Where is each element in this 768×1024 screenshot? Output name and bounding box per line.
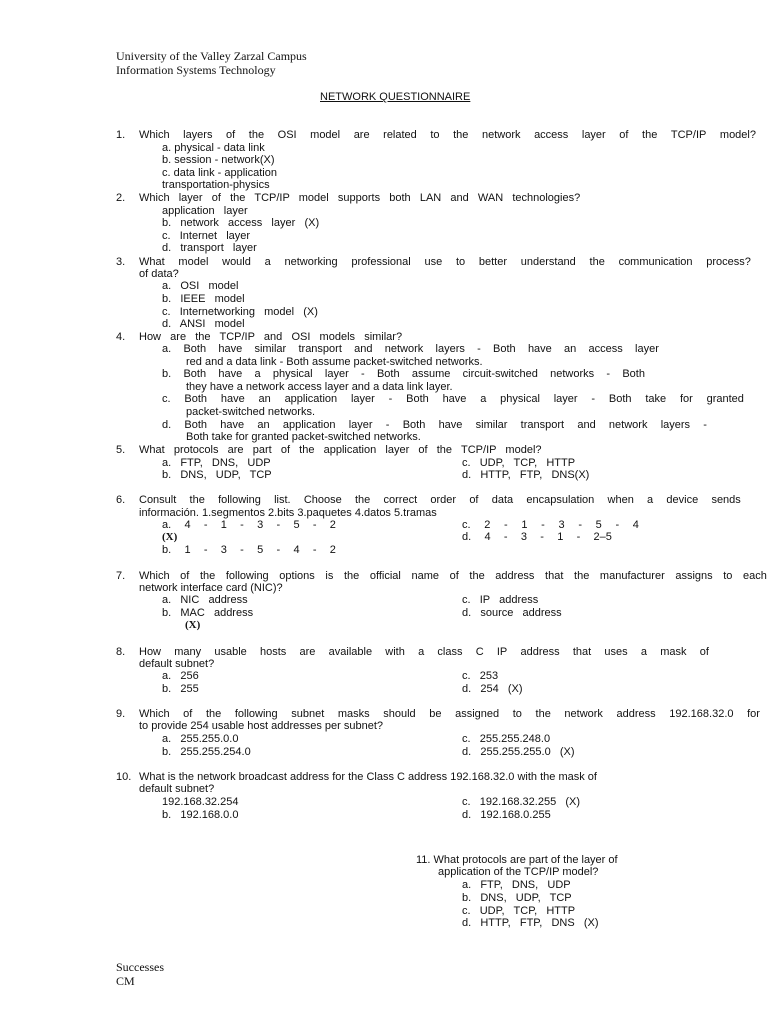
q6-option-b: [162, 544, 336, 557]
word: layers: [435, 343, 465, 355]
question-6-text: [139, 494, 741, 507]
word: 2: [329, 519, 336, 531]
word: process?: [706, 256, 751, 268]
word: layers: [183, 129, 213, 141]
word: 2: [484, 519, 491, 531]
q7-option-b-mark: (X): [185, 619, 201, 631]
word: Consult: [139, 494, 177, 506]
q3-option-b: b. IEEE model: [162, 293, 245, 305]
word: layers: [660, 419, 691, 431]
word: c.: [462, 519, 471, 531]
word: Both: [406, 393, 429, 405]
word: have: [218, 368, 243, 380]
word: network: [564, 708, 603, 720]
q1-option-b: b. session - network(X): [162, 154, 275, 166]
word: layer: [324, 368, 349, 380]
word: d.: [162, 419, 172, 431]
word: Both: [184, 419, 208, 431]
word: transport: [520, 419, 565, 431]
word: 1: [220, 519, 227, 531]
word: the: [535, 708, 551, 720]
word: a: [480, 393, 487, 405]
word: 4: [632, 519, 639, 531]
word: uses: [604, 646, 628, 658]
word: the: [343, 570, 360, 582]
q8-option-c: c. 253: [462, 670, 499, 682]
word: 4: [293, 544, 300, 556]
question-5-text: What protocols are part of the application layer of the TCP/IP model?: [139, 444, 542, 456]
word: 3: [220, 544, 227, 556]
word: 4: [184, 519, 191, 531]
word: transport: [298, 343, 342, 355]
word: Which: [139, 708, 170, 720]
word: C: [475, 646, 484, 658]
word: IP: [496, 646, 508, 658]
q9-text-cont: to provide 254 usable host addresses per subnet?: [139, 720, 383, 732]
q5-option-a: a. FTP, DNS, UDP: [162, 457, 271, 469]
word: 2: [329, 544, 336, 556]
q10-option-c: c. 192.168.32.255 (X): [462, 796, 581, 808]
word: have: [218, 343, 243, 355]
word: data: [491, 494, 514, 506]
word: to: [455, 256, 466, 268]
word: the: [248, 129, 265, 141]
word: a: [418, 646, 425, 658]
question-1-text: [139, 129, 756, 142]
word: assume: [411, 368, 451, 380]
word: -: [361, 368, 365, 380]
word: Both: [184, 393, 208, 405]
q6-option-a-mark: (X): [162, 531, 178, 543]
word: -: [312, 519, 317, 531]
word: to: [512, 708, 522, 720]
word: the: [469, 570, 485, 582]
word: sends: [711, 494, 741, 506]
word: model: [310, 129, 341, 141]
word: -: [541, 519, 545, 531]
word: to: [723, 570, 733, 582]
word: -: [203, 544, 208, 556]
word: b.: [162, 368, 172, 380]
word: address: [520, 646, 560, 658]
q7-option-c: c. IP address: [462, 594, 539, 606]
q1-option-c-cont: transportation-physics: [162, 179, 270, 191]
question-number: 2.: [116, 192, 126, 204]
question-10-text: What is the network broadcast address for the Class C address 192.168.32.0 with the mask of: [139, 771, 597, 783]
q6-text-cont: información. 1.segmentos 2.bits 3.paquetes 4.datos 5.tramas: [139, 507, 437, 519]
word: be: [429, 708, 442, 720]
word: -: [578, 519, 582, 531]
word: 1: [557, 531, 564, 543]
question-number: 3.: [116, 256, 126, 268]
word: Which: [139, 570, 170, 582]
question-11-text: 11. What protocols are part of the layer of: [416, 854, 618, 866]
word: b.: [162, 544, 172, 556]
word: layer: [348, 419, 373, 431]
question-number: 7.: [116, 570, 126, 582]
q4-option-a-cont: red and a data link - Both assume packet-switched networks.: [186, 356, 483, 368]
q6-option-d: [462, 531, 612, 544]
q3-option-a: a. OSI model: [162, 280, 239, 292]
q9-option-c: c. 255.255.248.0: [462, 733, 551, 745]
word: professional: [351, 256, 411, 268]
word: encapsulation: [526, 494, 595, 506]
word: the: [199, 570, 216, 582]
word: a: [640, 646, 648, 658]
word: -: [312, 544, 317, 556]
word: are: [299, 646, 316, 658]
word: Both: [376, 368, 400, 380]
word: and: [577, 419, 596, 431]
question-2-text: Which layer of the TCP/IP model supports both LAN and WAN technologies?: [139, 192, 581, 204]
word: TCP/IP: [670, 129, 707, 141]
q10-text-cont: default subnet?: [139, 783, 215, 795]
word: access: [588, 343, 623, 355]
q1-option-a: a. physical - data link: [162, 142, 265, 154]
word: official: [369, 570, 401, 582]
word: similar: [254, 343, 287, 355]
word: -: [276, 519, 281, 531]
q7-option-d: d. source address: [462, 607, 562, 619]
word: -: [591, 393, 596, 405]
word: available: [328, 646, 373, 658]
word: -: [477, 343, 481, 355]
word: hosts: [260, 646, 287, 658]
q5-option-c: c. UDP, TCP, HTTP: [462, 457, 576, 469]
word: 4: [484, 531, 491, 543]
word: model?: [719, 129, 756, 141]
word: -: [703, 419, 707, 431]
q9-option-a: a. 255.255.0.0: [162, 733, 239, 745]
word: should: [383, 708, 416, 720]
word: an: [258, 393, 271, 405]
q8-option-d: d. 254 (X): [462, 683, 523, 695]
word: physical: [500, 393, 540, 405]
word: Both: [493, 343, 516, 355]
q4-option-d-cont: Both take for granted packet-switched networks.: [186, 431, 421, 443]
word: an: [257, 419, 270, 431]
q3-text-cont: of data?: [139, 268, 179, 280]
word: similar: [475, 419, 508, 431]
word: Which: [139, 129, 170, 141]
q3-option-d: d. ANSI model: [162, 318, 245, 330]
q9-option-d: d. 255.255.255.0 (X): [462, 746, 575, 758]
word: following: [234, 708, 278, 720]
word: the: [355, 494, 371, 506]
word: for: [747, 708, 760, 720]
word: related: [383, 129, 417, 141]
question-number: 4.: [116, 331, 126, 343]
word: circuit-switched: [462, 368, 538, 380]
q4-option-b-cont: they have a network access layer and a data link layer.: [186, 381, 453, 393]
word: are: [353, 129, 370, 141]
word: address: [495, 570, 535, 582]
word: masks: [337, 708, 370, 720]
word: take: [645, 393, 667, 405]
word: 192.168.32.0: [669, 708, 734, 720]
q11-option-c: c. UDP, TCP, HTTP: [462, 905, 576, 917]
q7-option-a: a. NIC address: [162, 594, 248, 606]
word: -: [388, 393, 393, 405]
q8-option-b: b. 255: [162, 683, 199, 695]
word: model: [178, 256, 209, 268]
word: order: [430, 494, 457, 506]
word: for: [679, 393, 693, 405]
word: -: [504, 519, 508, 531]
question-number: 10.: [116, 771, 132, 783]
q4-option-b: [162, 368, 645, 381]
word: -: [576, 531, 581, 543]
word: of: [183, 708, 193, 720]
question-number: 5.: [116, 444, 126, 456]
word: 5: [257, 544, 264, 556]
word: manufacturer: [599, 570, 665, 582]
word: mask: [660, 646, 687, 658]
word: of: [226, 129, 236, 141]
q10-option-d: d. 192.168.0.255: [462, 809, 551, 821]
word: Both: [183, 343, 207, 355]
word: 3: [520, 531, 527, 543]
institution-name: University of the Valley Zarzal Campus: [116, 49, 307, 63]
word: -: [240, 544, 244, 556]
q3-option-c: c. Internetworking model (X): [162, 306, 318, 318]
word: 1: [521, 519, 528, 531]
word: have: [442, 393, 467, 405]
word: network: [384, 343, 424, 355]
word: assigned: [455, 708, 500, 720]
word: subnet: [291, 708, 325, 720]
word: is: [325, 570, 334, 582]
department-name: Information Systems Technology: [116, 63, 276, 77]
word: the: [189, 494, 205, 506]
word: Both: [622, 368, 645, 380]
word: each: [743, 570, 767, 582]
word: Both: [608, 393, 632, 405]
word: network: [608, 419, 648, 431]
word: -: [606, 368, 611, 380]
word: better: [478, 256, 508, 268]
q7-text-cont: network interface card (NIC)?: [139, 582, 283, 594]
word: 2–5: [593, 531, 612, 543]
word: 3: [257, 519, 264, 531]
word: have: [220, 419, 245, 431]
word: the: [574, 570, 590, 582]
question-number: 6.: [116, 494, 126, 506]
word: a: [264, 256, 271, 268]
q5-option-d: d. HTTP, FTP, DNS(X): [462, 469, 590, 481]
word: many: [174, 646, 202, 658]
word: that: [572, 646, 592, 658]
word: d.: [462, 531, 472, 543]
q6-option-a: [162, 519, 336, 532]
word: OSI: [277, 129, 297, 141]
q8-text-cont: default subnet?: [139, 658, 215, 670]
word: -: [503, 531, 508, 543]
q2-option-b: b. network access layer (X): [162, 217, 320, 229]
word: class: [437, 646, 463, 658]
word: a.: [162, 343, 172, 355]
question-3-text: [139, 256, 751, 269]
word: following: [225, 570, 269, 582]
word: name: [411, 570, 439, 582]
word: have: [527, 343, 552, 355]
word: a: [647, 494, 654, 506]
q10-option-a: 192.168.32.254: [162, 796, 239, 808]
word: options: [279, 570, 315, 582]
word: understand: [520, 256, 576, 268]
word: networks: [550, 368, 595, 380]
word: c.: [162, 393, 171, 405]
word: physical: [272, 368, 313, 380]
word: 1: [184, 544, 191, 556]
word: of: [180, 570, 190, 582]
word: 5: [293, 519, 300, 531]
q11-text-cont: application of the TCP/IP model?: [438, 866, 599, 878]
q9-option-b: b. 255.255.254.0: [162, 746, 251, 758]
word: layer: [350, 393, 375, 405]
word: layer: [635, 343, 659, 355]
q11-option-a: a. FTP, DNS, UDP: [462, 879, 571, 891]
question-number: 9.: [116, 708, 126, 720]
page-title: NETWORK QUESTIONNAIRE: [320, 91, 471, 103]
word: networking: [284, 256, 338, 268]
q4-option-a: [162, 343, 659, 356]
word: device: [666, 494, 699, 506]
q5-option-b: b. DNS, UDP, TCP: [162, 469, 272, 481]
word: an: [564, 343, 577, 355]
q4-option-c-cont: packet-switched networks.: [186, 406, 315, 418]
word: -: [276, 544, 281, 556]
q7-option-b: b. MAC address: [162, 607, 254, 619]
question-4-text: How are the TCP/IP and OSI models similar?: [139, 331, 403, 343]
word: the: [589, 256, 605, 268]
word: following: [218, 494, 261, 506]
word: access: [534, 129, 569, 141]
word: layer: [581, 129, 606, 141]
word: that: [545, 570, 564, 582]
word: the: [453, 129, 469, 141]
word: of: [469, 494, 479, 506]
question-number: 8.: [116, 646, 126, 658]
word: Both: [183, 368, 207, 380]
word: when: [607, 494, 634, 506]
word: How: [139, 646, 162, 658]
word: a: [254, 368, 261, 380]
word: the: [642, 129, 658, 141]
word: of: [449, 570, 459, 582]
word: have: [438, 419, 463, 431]
word: 5: [595, 519, 602, 531]
word: -: [203, 519, 208, 531]
word: application: [282, 419, 336, 431]
word: have: [220, 393, 245, 405]
footer-initials: CM: [116, 974, 135, 988]
footer-label: Successes: [116, 960, 164, 974]
word: application: [284, 393, 338, 405]
q2-option-a: application layer: [162, 205, 248, 217]
word: Choose: [303, 494, 342, 506]
word: communication: [618, 256, 693, 268]
word: granted: [706, 393, 744, 405]
q4-option-c: [162, 393, 744, 406]
word: 3: [558, 519, 565, 531]
word: the: [205, 708, 222, 720]
word: a.: [162, 519, 172, 531]
word: and: [354, 343, 373, 355]
q8-option-a: a. 256: [162, 670, 199, 682]
q2-option-d: d. transport layer: [162, 242, 257, 254]
question-number: 1.: [116, 129, 126, 141]
word: -: [540, 531, 544, 543]
word: would: [222, 256, 251, 268]
word: -: [615, 519, 620, 531]
word: correct: [383, 494, 418, 506]
word: -: [385, 419, 390, 431]
word: assigns: [675, 570, 713, 582]
q1-option-c: c. data link - application: [162, 167, 277, 179]
word: -: [240, 519, 244, 531]
word: address: [616, 708, 656, 720]
word: network: [481, 129, 521, 141]
q2-option-c: c. Internet layer: [162, 230, 251, 242]
word: Both: [402, 419, 426, 431]
word: What: [139, 256, 165, 268]
word: layer: [553, 393, 578, 405]
word: usable: [214, 646, 247, 658]
word: with: [385, 646, 405, 658]
question-8-text: [139, 646, 709, 659]
word: list.: [274, 494, 291, 506]
q11-option-b: b. DNS, UDP, TCP: [462, 892, 572, 904]
word: of: [619, 129, 629, 141]
word: to: [430, 129, 440, 141]
q11-option-d: d. HTTP, FTP, DNS (X): [462, 917, 599, 929]
word: use: [424, 256, 443, 268]
word: of: [699, 646, 709, 658]
q10-option-b: b. 192.168.0.0: [162, 809, 239, 821]
